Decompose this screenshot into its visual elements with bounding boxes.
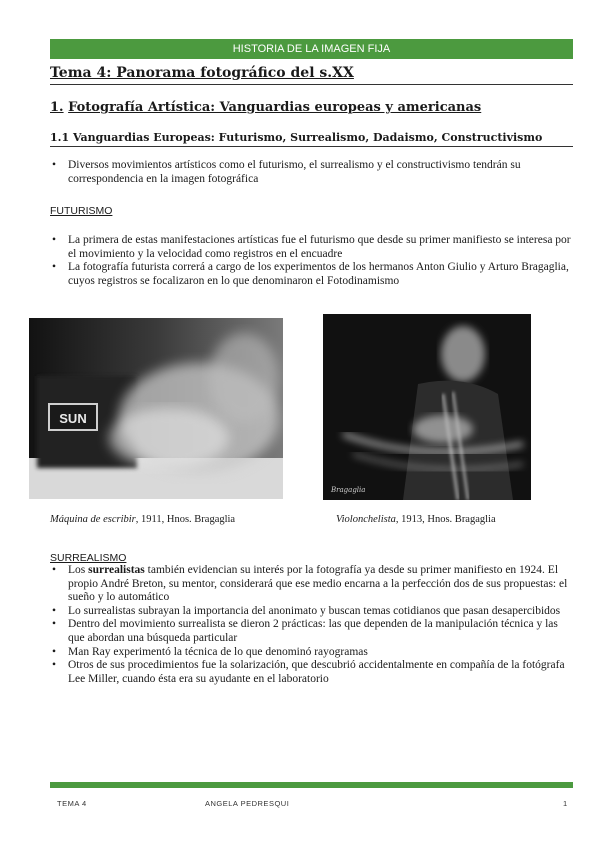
- page-number: 1: [563, 799, 568, 808]
- subsection-heading: 1.1 Vanguardias Europeas: Futurismo, Surrealismo, Dadaismo, Constructivismo: [50, 130, 573, 147]
- surrealismo-list: [50, 564, 575, 686]
- futurismo-label: FUTURISMO: [50, 205, 113, 217]
- list-item: • La primera de estas manifestaciones artísticas fue el futurismo que desde su primer manifiesto se interesa por el movimiento y la velocidad como registros en el encuadre: [50, 234, 575, 261]
- intro-list: [50, 159, 575, 186]
- list-item: • Diversos movimientos artísticos como el futurismo, el surrealismo y el constructivismo tendrán su correspondencia en la imagen fotográfica: [50, 159, 575, 186]
- list-item: • Los surrealistas también evidencian su interés por la fotografía ya desde su primer manifiesto en 1924. El propio André Breton, su mentor, considerará que ese medio encarna a la perfección dos de sus propuestas: el sueño y lo automático: [50, 564, 575, 605]
- page-title: Tema 4: Panorama fotográfico del s.XX: [50, 63, 573, 85]
- footer-rule: [50, 782, 573, 788]
- section-heading: 1. Fotografía Artística: Vanguardias europeas y americanas: [50, 100, 482, 115]
- list-item: • Otros de sus procedimientos fue la solarización, que descubrió accidentalmente en compañía de la fotógrafa Lee Miller, cuando ésta era su ayudante en el laboratorio: [50, 659, 575, 686]
- list-item: • La fotografía futurista correrá a cargo de los experimentos de los hermanos Anton Giulio y Arturo Bragaglia, cuyos registros se focalizaron en lo que denominaron el Fotodinamismo: [50, 261, 575, 288]
- futurismo-list: [50, 234, 575, 288]
- typewriter-sign: SUN: [59, 411, 87, 426]
- list-item: • Dentro del movimiento surrealista se dieron 2 prácticas: las que dependen de la manipulación técnica y las que abordan una búsqueda particular: [50, 618, 575, 645]
- footer-topic: TEMA 4: [57, 799, 87, 808]
- surrealismo-label: SURREALISMO: [50, 552, 127, 564]
- cellist-photo: [323, 314, 531, 500]
- list-item: • Man Ray experimentó la técnica de lo que denominó rayogramas: [50, 646, 575, 660]
- cellist-signature: Bragaglia: [331, 486, 366, 494]
- caption-cellist: Violonchelista, 1913, Hnos. Bragaglia: [336, 514, 496, 525]
- footer-author: ANGELA PEDRESQUI: [205, 799, 290, 808]
- header-banner: HISTORIA DE LA IMAGEN FIJA: [50, 39, 573, 59]
- caption-typewriter: Máquina de escribir, 1911, Hnos. Bragaglia: [50, 514, 236, 525]
- list-item: • Lo surrealistas subrayan la importancia del anonimato y buscan temas cotidianos que pasan desapercibidos: [50, 605, 575, 619]
- typewriter-photo: [29, 318, 283, 499]
